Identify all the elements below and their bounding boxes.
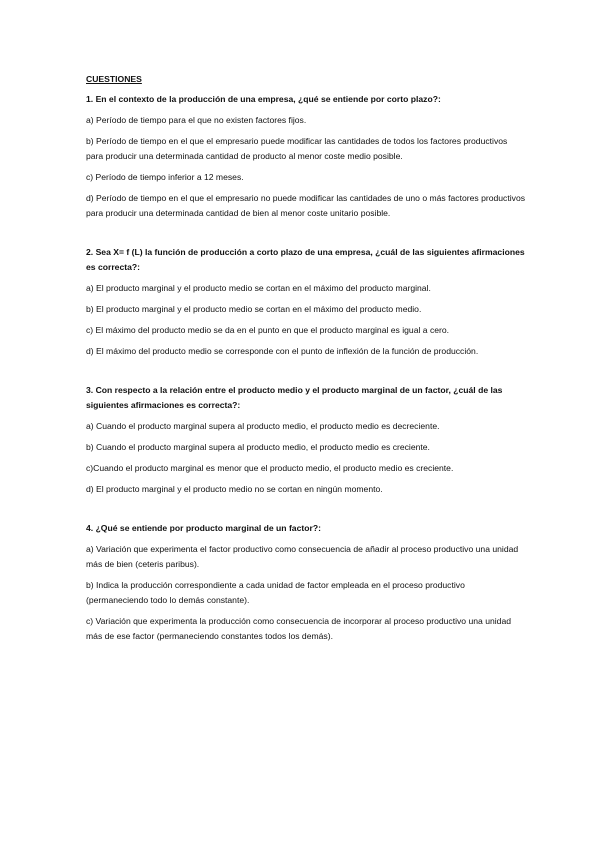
question-1-title <box>86 92 526 107</box>
question-3-option-a: a) Cuando el producto marginal supera al producto medio, el producto medio es decreciente. <box>86 421 440 431</box>
question-1 <box>86 92 526 221</box>
question-4-option-a: a) Variación que experimenta el factor productivo como consecuencia de añadir al proceso productivo una unidad más de bien (ceteris paribus). <box>86 544 519 569</box>
question-2-option-a: a) El producto marginal y el producto medio se cortan en el máximo del producto marginal. <box>86 283 431 293</box>
question-2-title <box>86 245 526 275</box>
question-1-option-b: b) Período de tiempo en el que el empresario puede modificar las cantidades de todos los factores productivos para producir una determinada cantidad de producto al menor coste medio posible. <box>86 136 508 161</box>
question-1-text: En el contexto de la producción de una empresa, ¿qué se entiende por corto plazo?: <box>95 94 441 104</box>
question-4-option-b: b) Indica la producción correspondiente a cada unidad de factor empleada en el proceso productivo (permaneciendo todo lo demás constante). <box>86 580 465 605</box>
question-1-number: 1. <box>86 94 94 104</box>
question-3-option-c: c)Cuando el producto marginal es menor que el producto medio, el producto medio es creciente. <box>86 463 454 473</box>
question-3-title <box>86 383 526 413</box>
question-1-option-a: a) Período de tiempo para el que no existen factores fijos. <box>86 115 307 125</box>
question-3-option-b: b) Cuando el producto marginal supera al producto medio, el producto medio es creciente. <box>86 442 430 452</box>
question-3-option-d: d) El producto marginal y el producto medio no se cortan en ningún momento. <box>86 484 383 494</box>
question-4 <box>86 521 526 644</box>
question-4-number: 4. <box>86 523 94 533</box>
question-2 <box>86 245 526 359</box>
question-2-option-b: b) El producto marginal y el producto medio se cortan en el máximo del producto medio. <box>86 304 422 314</box>
question-2-option-d: d) El máximo del producto medio se corresponde con el punto de inflexión de la función de producción. <box>86 346 479 356</box>
question-2-number: 2. <box>86 247 94 257</box>
question-4-text: ¿Qué se entiende por producto marginal de un factor?: <box>95 523 321 533</box>
section-heading: CUESTIONES <box>86 74 142 84</box>
question-2-text: Sea X= f (L) la función de producción a corto plazo de una empresa, ¿cuál de las siguientes afirmaciones es correcta?: <box>86 247 525 272</box>
question-1-option-c: c) Período de tiempo inferior a 12 meses. <box>86 172 244 182</box>
question-4-option-c: c) Variación que experimenta la producción como consecuencia de incorporar al proceso productivo una unidad más de ese factor (permaneciendo constantes todos los demás). <box>86 616 512 641</box>
question-3-number: 3. <box>86 385 94 395</box>
question-1-option-d: d) Período de tiempo en el que el empresario no puede modificar las cantidades de uno o más factores productivos para producir una determinada cantidad de bien al menor coste unitario posible. <box>86 193 526 218</box>
question-3 <box>86 383 526 497</box>
document-page <box>86 72 526 650</box>
question-4-title <box>86 521 526 536</box>
question-2-option-c: c) El máximo del producto medio se da en el punto en que el producto marginal es igual a cero. <box>86 325 450 335</box>
question-3-text: Con respecto a la relación entre el producto medio y el producto marginal de un factor, ¿cuál de las siguientes afirmaciones es correcta?: <box>86 385 503 410</box>
